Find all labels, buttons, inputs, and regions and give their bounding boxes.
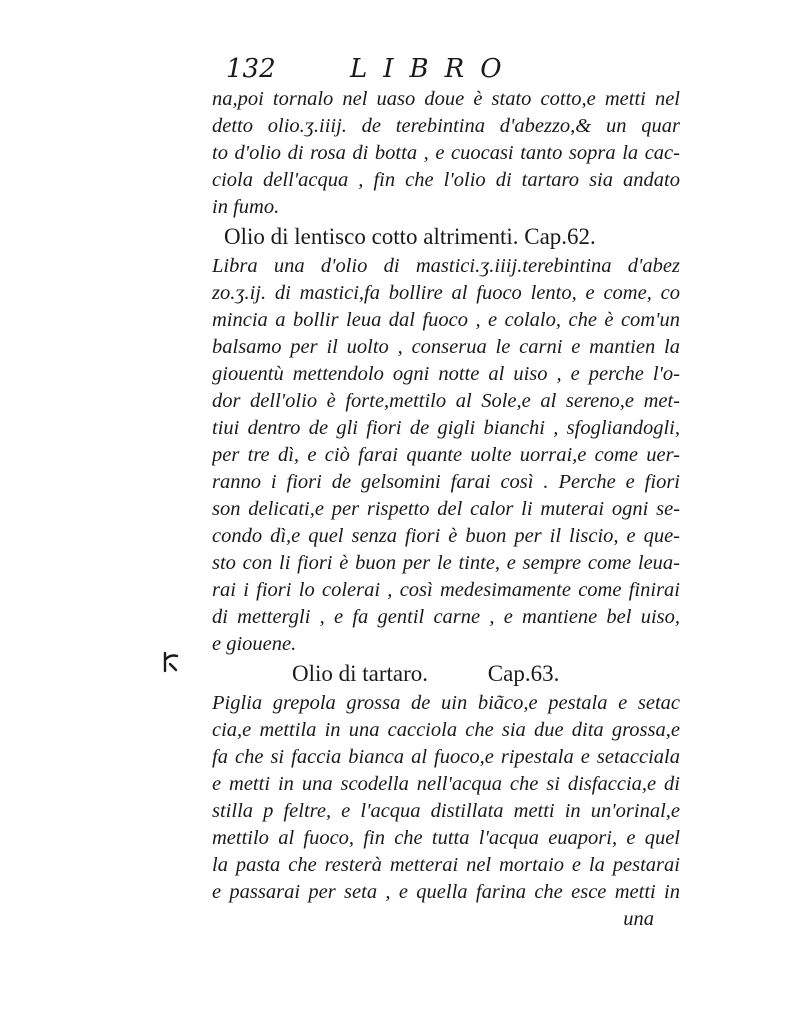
- text-line: Libra una d'olio di mastici.ʒ.iiij.terebintina d'abez: [212, 255, 680, 277]
- text-line: mincia a bollir leua dal fuoco , e colalo, che è com'un: [212, 309, 680, 331]
- text-line: fa che si faccia bianca al fuoco,e ripestala e setacciala: [212, 746, 680, 768]
- text-line: dor dell'olio è forte,mettilo al Sole,e al sereno,e met-: [212, 390, 680, 412]
- text-line: to d'olio di rosa di botta , e cuocasi tanto sopra la cac-: [212, 142, 680, 164]
- text-line: Piglia grepola grossa de uin biãco,e pestala e setac: [212, 692, 680, 714]
- body-text: [212, 86, 680, 932]
- text-line: e passarai per seta , e quella farina che esce metti in: [212, 881, 680, 903]
- chapter-number: Cap.62.: [524, 224, 596, 249]
- text-line: di mettergli , e fa gentil carne , e mantiene bel uiso,: [212, 606, 680, 628]
- text-line: na,poi tornalo nel uaso doue è stato cotto,e metti nel: [212, 88, 680, 110]
- text-line: giouentù mettendolo ogni notte al uiso , e perche l'o-: [212, 363, 680, 385]
- text-line: rai i fiori lo colerai , così medesimamente come finirai: [212, 579, 680, 601]
- marginal-hand-mark: [162, 650, 180, 674]
- page-header: [226, 54, 676, 88]
- page-number: 132: [226, 54, 276, 84]
- text-line: ranno i fiori de gelsomini farai così . Perche e fiori: [212, 471, 680, 493]
- chapter-number: Cap.63.: [487, 661, 560, 686]
- text-line: cia,e mettila in una cacciola che sia due dita grossa,e: [212, 719, 680, 741]
- text-line: detto olio.ʒ.iiij. de terebintina d'abezzo,& un quar: [212, 115, 680, 137]
- text-line: ciola dell'acqua , fin che l'olio di tartaro sia andato: [212, 169, 680, 191]
- chapter-heading: [212, 658, 680, 690]
- text-line: zo.ʒ.ij. di mastici,fa bollire al fuoco lento, e come, co: [212, 282, 680, 304]
- text-line: condo dì,e quel senza fiori è buon per il liscio, e que-: [212, 525, 680, 547]
- text-line: tiui dentro de gli fiori de gigli bianchi , sfogliandogli,: [212, 417, 680, 439]
- chapter-heading: [212, 221, 680, 253]
- text-line: sto con li fiori è buon per le tinte, e sempre come leua-: [212, 552, 680, 574]
- text-line: in fumo.: [212, 196, 280, 218]
- text-line: stilla p feltre, e l'acqua distillata metti in un'orinal,e: [212, 800, 680, 822]
- text-line: per tre dì, e ciò farai quante uolte uorrai,e come uer-: [212, 444, 680, 466]
- text-line: e giouene.: [212, 633, 297, 655]
- chapter-title: Olio di lentisco cotto altrimenti.: [224, 224, 519, 249]
- catchword: una: [623, 908, 654, 930]
- text-line: mettilo al fuoco, fin che tutta l'acqua euapori, e quel: [212, 827, 680, 849]
- text-line: balsamo per il uolto , conserua le carni e mantien la: [212, 336, 680, 358]
- text-line: son delicati,e per rispetto del calor li muterai ogni se-: [212, 498, 680, 520]
- chapter-title: Olio di tartaro.: [292, 661, 429, 686]
- text-line: e metti in una scodella nell'acqua che si disfaccia,e di: [212, 773, 680, 795]
- running-title: LIBRO: [350, 54, 518, 84]
- text-line: la pasta che resterà metterai nel mortaio e la pestarai: [212, 854, 680, 876]
